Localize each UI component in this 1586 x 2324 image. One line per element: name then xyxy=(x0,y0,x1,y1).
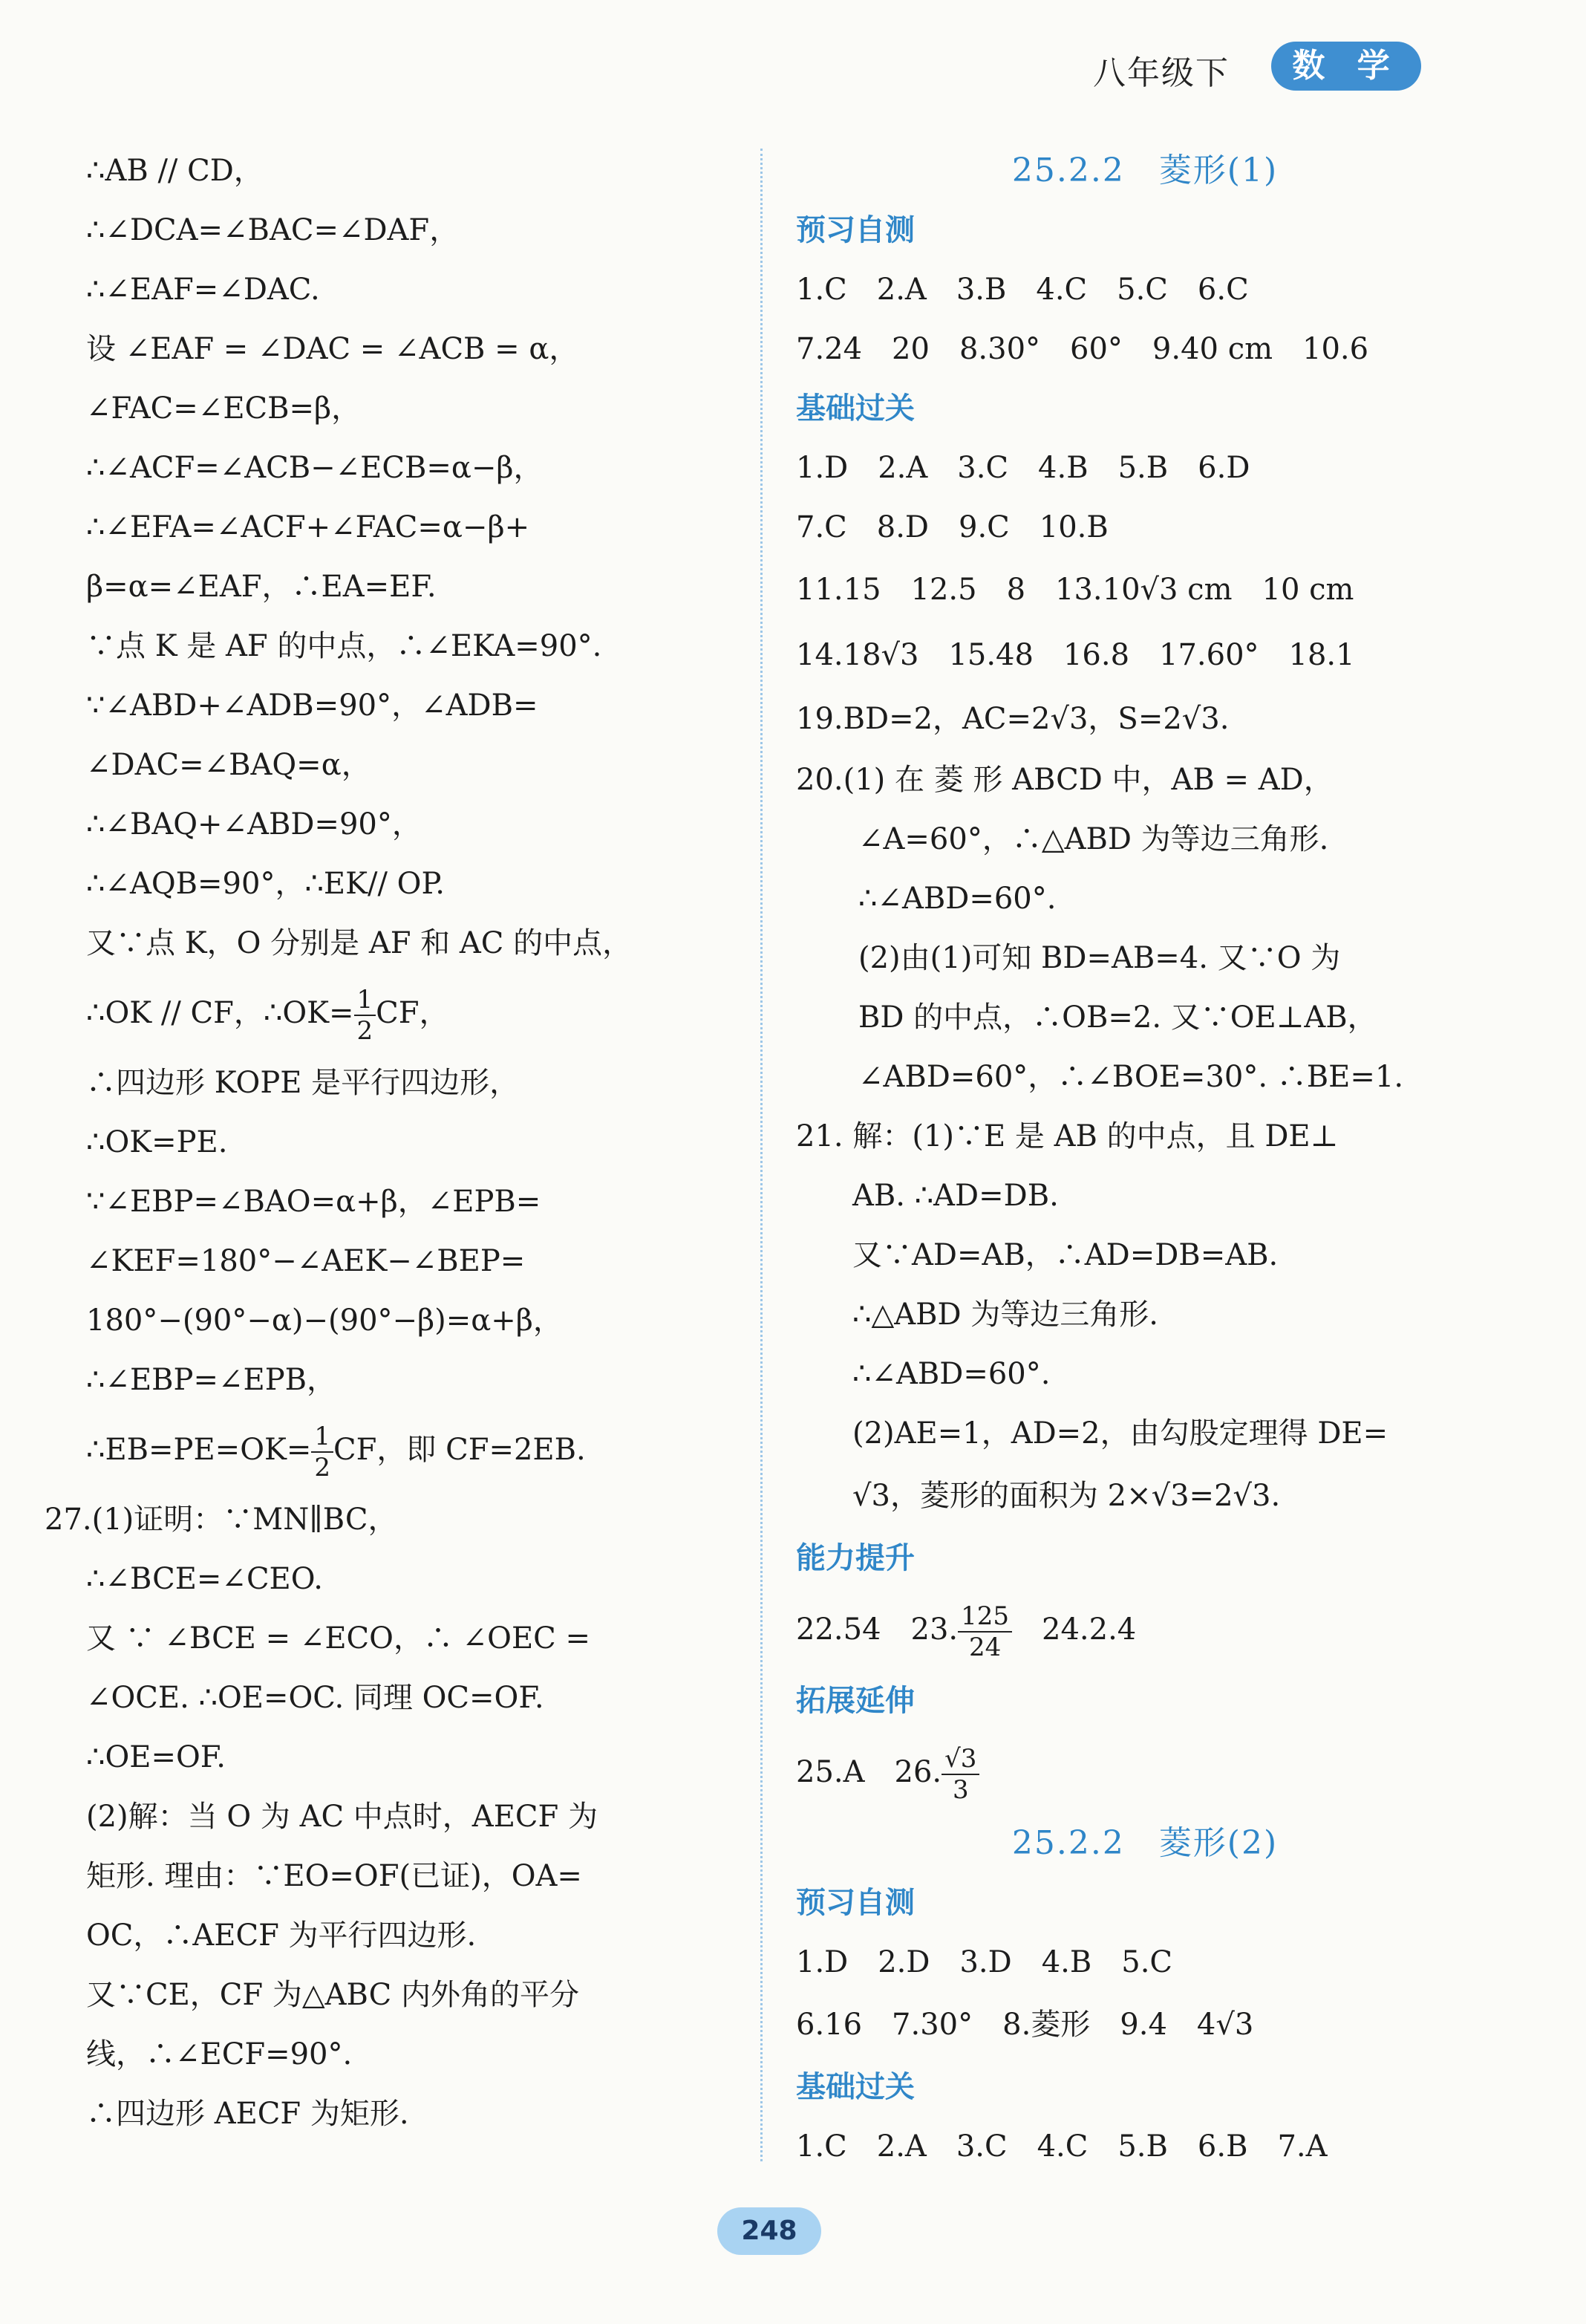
solution-line: ∴∠EAF=∠DAC. xyxy=(86,273,320,307)
solution-line: ∴∠BAQ+∠ABD=90°， xyxy=(86,807,422,842)
solution-line: ∵∠ABD+∠ADB=90°，∠ADB= xyxy=(86,689,538,723)
solution-line: ∠DAC=∠BAQ=α， xyxy=(86,748,371,782)
answer-line: ∠A=60°，∴△ABD 为等边三角形. xyxy=(858,822,1329,856)
subheading-ability: 能力提升 xyxy=(796,1541,915,1575)
fraction-line-1 xyxy=(86,973,740,1053)
answer-line: 7.24 20 8.30° 60° 9.40 cm 10.6 xyxy=(796,332,1369,366)
solution-line: ∴∠DCA=∠BAC=∠DAF， xyxy=(86,213,460,247)
solution-line: ∴OK=PE. xyxy=(86,1125,228,1159)
solution-line: ∴∠BCE=∠CEO. xyxy=(86,1562,323,1596)
answer-line: ∴△ABD 为等边三角形. xyxy=(852,1298,1158,1332)
answer-text: 11.15 12.5 8 13.10√3 cm 10 cm xyxy=(796,573,1354,607)
answer-line-fraction xyxy=(796,1731,1494,1814)
subheading-basic: 基础过关 xyxy=(796,391,915,426)
frac1-den: 2 xyxy=(356,1016,373,1046)
subheading-basic-2: 基础过关 xyxy=(796,2070,915,2104)
solution-line: ∵∠EBP=∠BAO=α+β，∠EPB= xyxy=(86,1185,541,1219)
solution-line: ∴∠EBP=∠EPB， xyxy=(86,1363,337,1397)
page-number: 248 xyxy=(717,2207,821,2255)
solution-line: ∠FAC=∠ECB=β， xyxy=(86,391,362,426)
subheading-extension: 拓展延伸 xyxy=(796,1684,915,1718)
solution-line: ∴OE=OF. xyxy=(86,1740,226,1774)
answer-line: 21. 解：(1)∵E 是 AB 的中点，且 DE⊥ xyxy=(796,1119,1339,1153)
subheading-preview-2: 预习自测 xyxy=(796,1886,915,1920)
solution-line: β=α=∠EAF，∴EA=EF. xyxy=(86,570,437,604)
answer-line: ∴∠ABD=60°. xyxy=(858,882,1057,916)
solution-line: ∴∠EFA=∠ACF+∠FAC=α−β+ xyxy=(86,510,530,544)
answer-line xyxy=(796,557,1494,622)
answer-line: AB. ∴AD=DB. xyxy=(852,1179,1059,1213)
r21-den: 24 xyxy=(968,1633,1002,1662)
answer-line xyxy=(796,1992,1494,2057)
r22-num: √3 xyxy=(942,1744,979,1775)
solution-line: ∴四边形 AECF 为矩形. xyxy=(86,2097,409,2131)
solution-line: 27.(1)证明：∵MN∥BC， xyxy=(45,1503,398,1537)
answer-line: BD 的中点，∴OB=2. 又∵OE⊥AB， xyxy=(858,1000,1377,1035)
answer-line xyxy=(796,688,1494,750)
answer-line: (2)AE=1，AD=2，由勾股定理得 DE= xyxy=(852,1416,1388,1451)
frac2-after: CF，即 CF=2EB. xyxy=(333,1433,586,1467)
section-title-rhombus-1: 25.2.2 菱形(1) xyxy=(1011,152,1279,189)
solution-line: (2)解：当 O 为 AC 中点时，AECF 为 xyxy=(86,1800,598,1834)
solution-line: 又∵点 K，O 分别是 AF 和 AC 的中点， xyxy=(86,926,633,960)
solution-line: ∠KEF=180°−∠AEK−∠BEP= xyxy=(86,1244,526,1278)
r21-after: 24.2.4 xyxy=(1012,1612,1137,1647)
frac2-den: 2 xyxy=(314,1453,331,1482)
answer-line: 7.C 8.D 9.C 10.B xyxy=(796,510,1109,544)
fraction-half-2 xyxy=(311,1422,333,1482)
answer-text: 14.18√3 15.48 16.8 17.60° 18.1 xyxy=(796,638,1355,672)
frac2-before: ∴EB=PE=OK= xyxy=(86,1433,312,1467)
solution-line: ∠OCE. ∴OE=OC. 同理 OC=OF. xyxy=(86,1681,544,1715)
solution-line: ∴四边形 KOPE 是平行四边形， xyxy=(86,1066,520,1100)
answer-line: 20.(1) 在 菱 形 ABCD 中，AB = AD， xyxy=(796,763,1334,797)
frac2-num: 1 xyxy=(311,1422,333,1453)
subject-badge: 数 学 xyxy=(1271,42,1421,91)
solution-line: ∴∠ACF=∠ACB−∠ECB=α−β， xyxy=(86,451,544,485)
answer-text: 19.BD=2，AC=2√3，S=2√3. xyxy=(796,702,1230,736)
r21-num: 125 xyxy=(958,1601,1012,1633)
r22-before: 25.A 26. xyxy=(796,1755,942,1789)
fraction-line-2 xyxy=(86,1410,740,1490)
fraction-sqrt3-3 xyxy=(942,1744,979,1805)
answer-line: 1.D 2.A 3.C 4.B 5.B 6.D xyxy=(796,451,1250,485)
subheading-preview: 预习自测 xyxy=(796,213,915,247)
grade-label: 八年级下 xyxy=(1093,54,1230,92)
answer-line: 1.C 2.A 3.C 4.C 5.B 6.B 7.A xyxy=(796,2129,1328,2164)
solution-line: ∴∠AQB=90°，∴EK// OP. xyxy=(86,867,445,901)
left-column xyxy=(45,141,740,2144)
solution-line: 设 ∠EAF = ∠DAC = ∠ACB = α， xyxy=(86,332,579,366)
section-title-rhombus-2: 25.2.2 菱形(2) xyxy=(1011,1824,1279,1862)
solution-line: ∴AB // CD， xyxy=(86,154,264,188)
solution-line: 矩形. 理由：∵EO=OF(已证)，OA= xyxy=(86,1859,582,1893)
fraction-125-24 xyxy=(958,1601,1012,1662)
solution-line: ∵点 K 是 AF 的中点，∴∠EKA=90°. xyxy=(86,629,602,663)
solution-line: 180°−(90°−α)−(90°−β)=α+β， xyxy=(86,1303,563,1338)
answer-line: ∴∠ABD=60°. xyxy=(852,1357,1051,1391)
solution-line: OC，∴AECF 为平行四边形. xyxy=(86,1918,477,1953)
answer-line xyxy=(796,622,1494,688)
solution-line: 又 ∵ ∠BCE = ∠ECO，∴ ∠OEC = xyxy=(86,1621,591,1656)
answer-line: 又∵AD=AB，∴AD=DB=AB. xyxy=(852,1238,1279,1272)
r21-before: 22.54 23. xyxy=(796,1612,959,1647)
solution-line: 又∵CE，CF 为△ABC 内外角的平分 xyxy=(86,1978,579,2012)
frac1-before: ∴OK // CF，∴OK= xyxy=(86,996,354,1030)
answer-line-fraction xyxy=(796,1588,1494,1671)
answer-line: 1.D 2.D 3.D 4.B 5.C xyxy=(796,1945,1173,1979)
frac1-num: 1 xyxy=(354,985,376,1016)
answer-line: 1.C 2.A 3.B 4.C 5.C 6.C xyxy=(796,273,1249,307)
right-column xyxy=(796,141,1494,2176)
answer-text: 6.16 7.30° 8.菱形 9.4 4√3 xyxy=(796,2008,1254,2042)
answer-line: (2)由(1)可知 BD=AB=4. 又∵O 为 xyxy=(858,941,1341,975)
r22-den: 3 xyxy=(952,1775,969,1805)
frac1-after: CF， xyxy=(376,996,449,1030)
answer-line: √3，菱形的面积为 2×√3=2√3. xyxy=(852,1479,1281,1513)
fraction-half-1 xyxy=(354,985,376,1046)
answer-line: ∠ABD=60°，∴∠BOE=30°. ∴BE=1. xyxy=(858,1060,1404,1094)
solution-line: 线，∴∠ECF=90°. xyxy=(86,2037,353,2071)
column-divider xyxy=(760,149,763,2161)
